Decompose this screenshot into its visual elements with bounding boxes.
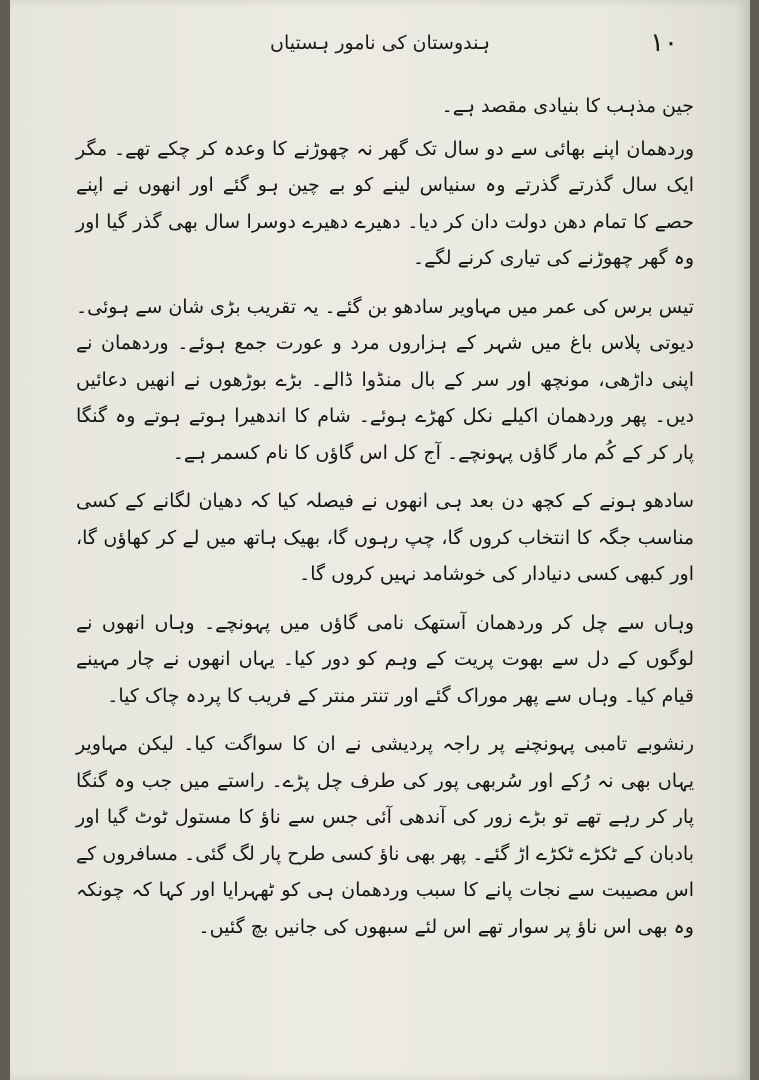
paragraph: وہاں سے چل کر وردھمان آستھک نامی گاؤں میں پہونچے۔ وہاں انھوں نے لوگوں کے دل سے بھوت پریت کے وہم کو دور کیا۔ یہاں انھوں نے چار مہینے قیام کیا۔ وہاں سے پھر موراک گئے اور تنتر منتر کے فریب کا پردہ چاک کیا۔ xyxy=(76,611,694,707)
paragraph: جین مذہب کا بنیادی مقصد ہے۔ xyxy=(441,95,694,117)
paragraph: وردھمان اپنے بھائی سے دو سال تک گھر نہ چھوڑنے کا وعدہ کر چکے تھے۔ مگر ایک سال گذرتے گذرتے وہ سنیاس لینے کو بے چین ہو گئے اور انھوں نے اپنے حصے کا تمام دھن دولت دان کر دیا۔ دھیرے دھیرے دوسرا سال بھی گذر گیا اور وہ گھر چھوڑنے کی تیاری کرنے لگے۔ xyxy=(76,137,694,269)
running-title: ہندوستان کی نامور ہستیاں xyxy=(270,32,490,54)
page-header xyxy=(10,28,750,68)
page-number: ۱۰ xyxy=(650,28,678,58)
page-body xyxy=(76,88,694,957)
paragraph: تیس برس کی عمر میں مہاویر سادھو بن گئے۔ یہ تقریب بڑی شان سے ہوئی۔ دیوتی پلاس باغ میں شہر کے ہزاروں مرد و عورت جمع ہوئے۔ وردھمان نے اپنی داڑھی، مونچھ اور سر کے بال منڈوا ڈالے۔ بڑے بوڑھوں نے انھیں دعائیں دیں۔ پھر وردھمان اکیلے نکل کھڑے ہوئے۔ شام کا اندھیرا ہوتے ہوتے وہ گنگا پار کر کے کُم مار گاؤں پہونچے۔ آج کل اس گاؤں کا نام کسمر ہے۔ xyxy=(76,295,694,464)
paragraph: رنشوبے تامبی پہونچنے پر راجہ پردیشی نے ان کا سواگت کیا۔ لیکن مہاویر یہاں بھی نہ رُکے اور سُربھی پور کی طرف چل پڑے۔ راستے میں جب وہ گنگا پار کر رہے تھے تو بڑے زور کی آندھی آئی جس سے ناؤ کا مستول ٹوٹ گیا اور بادبان کے ٹکڑے ٹکڑے اڑ گئے۔ پھر بھی ناؤ کسی طرح پار لگ گئی۔ مسافروں کے اس مصیبت سے نجات پانے کا سبب وردھمان ہی کو ٹھہرایا اور کہا کہ چونکہ وہ بھی اس ناؤ پر سوار تھے اس لئے سبھوں کی جانیں بچ گئیں۔ xyxy=(76,733,694,938)
book-page xyxy=(10,0,750,1080)
paragraph: سادھو ہونے کے کچھ دن بعد ہی انھوں نے فیصلہ کیا کہ دھیان لگانے کے کسی مناسب جگہ کا انتخاب کروں گا، چپ رہوں گا، بھیک ہاتھ میں لے کر کھاؤں گا، اور کبھی کسی دنیادار کی خوشامد نہیں کروں گا۔ xyxy=(76,490,694,585)
